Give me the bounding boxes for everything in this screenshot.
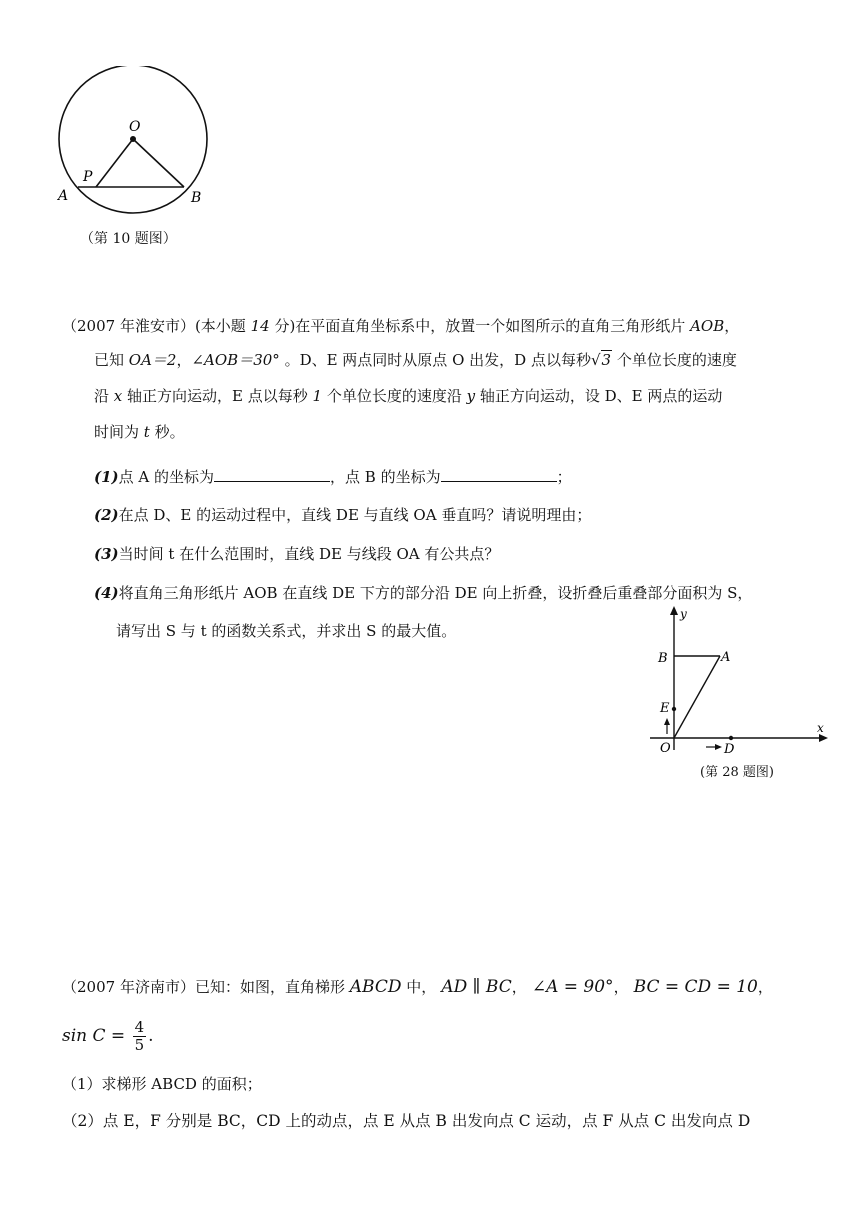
jinan-q1: （1）求梯形 ABCD 的面积； xyxy=(62,1075,262,1093)
p28-q3: (3)当时间 t 在什么范围时，直线 DE 与线段 OA 有公共点？ xyxy=(94,545,500,563)
segment-oa xyxy=(674,656,720,738)
y-axis-arrow xyxy=(670,606,678,615)
p28-line4: 时间为 t 秒。 xyxy=(94,423,185,441)
point-e xyxy=(672,707,676,711)
p28-q2: (2)在点 D、E 的运动过程中，直线 DE 与直线 OA 垂直吗？请说明理由； xyxy=(94,506,592,524)
d-arrow-head xyxy=(715,744,722,750)
label-b: B xyxy=(191,190,202,206)
label-o: O xyxy=(129,119,141,135)
p28-q4: (4)将直角三角形纸片 AOB 在直线 DE 下方的部分沿 DE 向上折叠，设折叠后重叠部分面积为 S， xyxy=(94,584,753,602)
label-p: P xyxy=(83,169,93,185)
label-d28: D xyxy=(724,742,735,757)
fraction-4-5: $\frac{4}{5}$ xyxy=(134,1018,145,1054)
label-a: A xyxy=(58,188,69,204)
sqrt-3: √3 xyxy=(590,351,612,369)
figure-10 xyxy=(52,66,222,214)
segment-ob xyxy=(133,139,184,187)
jinan-sin: sin C = $\frac{4}{5}$ . xyxy=(62,1018,154,1054)
label-e28: E xyxy=(660,701,670,716)
answer-blank-b[interactable] xyxy=(441,467,557,482)
p28-q4-line2: 请写出 S 与 t 的函数关系式，并求出 S 的最大值。 xyxy=(116,622,457,640)
label-x: x xyxy=(817,721,824,735)
figure-10-caption: （第 10 题图） xyxy=(80,231,177,247)
segment-op xyxy=(96,139,133,187)
x-axis-arrow xyxy=(819,734,828,742)
figure-28 xyxy=(640,604,840,764)
p28-q1: (1)点 A 的坐标为 ，点 B 的坐标为 ； xyxy=(94,468,572,486)
answer-blank-a[interactable] xyxy=(214,467,330,482)
figure-28-caption: (第 28 题图) xyxy=(700,765,774,780)
coordinate-diagram xyxy=(640,604,840,764)
jinan-line1: （2007 年济南市）已知：如图，直角梯形 ABCD 中， AD ∥ BC， ∠A = 90°， BC = CD = 10， xyxy=(62,977,773,997)
label-o28: O xyxy=(660,741,671,756)
p28-line3: 沿 x 轴正方向运动，E 点以每秒 1 个单位长度的速度沿 y 轴正方向运动，设 D、E 两点的运动 xyxy=(94,387,723,405)
label-y: y xyxy=(680,607,687,621)
center-point xyxy=(130,136,136,142)
label-a28: A xyxy=(721,650,731,665)
p28-line2: 已知 OA＝2，∠AOB＝30° 。D、E 两点同时从原点 O 出发，D 点以每秒√3 个单位长度的速度 xyxy=(94,351,737,369)
label-b28: B xyxy=(658,651,668,666)
point-d xyxy=(729,736,733,740)
circle-triangle-diagram xyxy=(52,66,222,214)
p28-line1: （2007 年淮安市）(本小题 14 分)在平面直角坐标系中，放置一个如图所示的直角三角形纸片 AOB， xyxy=(62,317,740,335)
jinan-q2: （2）点 E，F 分别是 BC，CD 上的动点，点 E 从点 B 出发向点 C 运动，点 F 从点 C 出发向点 D xyxy=(62,1112,751,1130)
e-arrow-head xyxy=(664,718,670,725)
